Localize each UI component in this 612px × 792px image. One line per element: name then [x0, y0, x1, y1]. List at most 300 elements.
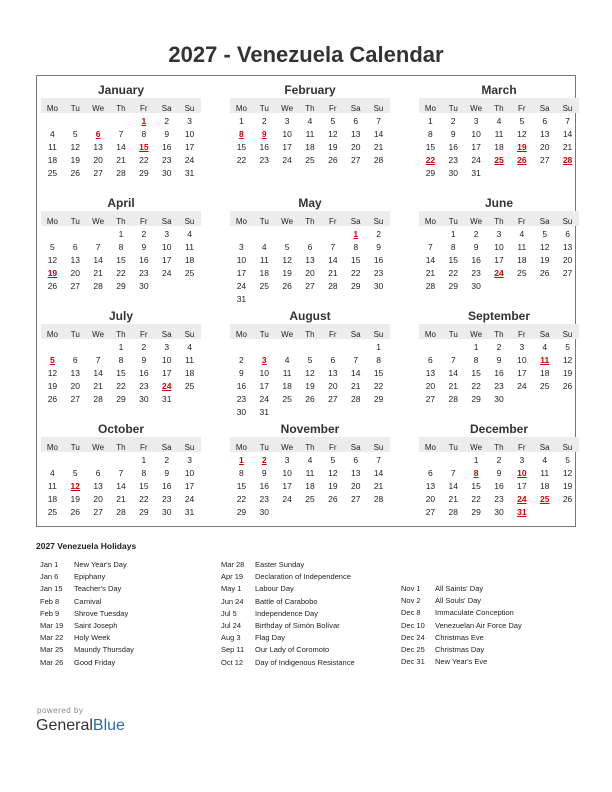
- holidays-title: 2027 Venezuela Holidays: [36, 541, 137, 551]
- holiday-item: [40, 620, 134, 632]
- weekday-label: Mo: [46, 104, 58, 113]
- holiday-name: Easter Sunday: [255, 560, 305, 569]
- month-name: May: [298, 196, 322, 210]
- month-april: [41, 195, 201, 291]
- brand-blue: Blue: [92, 717, 125, 734]
- weekday-label: Sa: [539, 443, 550, 452]
- holiday-item: [40, 571, 134, 583]
- calendar-day: 2: [141, 342, 147, 352]
- weekday-header: [41, 437, 201, 452]
- holiday-date: Feb 8: [40, 596, 60, 606]
- calendar-day: 27: [328, 394, 338, 404]
- holiday-day: 11: [540, 355, 550, 365]
- calendar-day: 18: [282, 381, 292, 391]
- weekday-header: [230, 211, 390, 226]
- holiday-date: Jan 6: [40, 572, 59, 582]
- calendar-day: 20: [425, 381, 436, 391]
- calendar-day: 25: [184, 381, 195, 391]
- month-may: [230, 195, 390, 304]
- calendar-day: 21: [562, 142, 573, 152]
- calendar-day: 14: [116, 142, 126, 152]
- calendar-day: 27: [70, 394, 80, 404]
- calendar-day: 4: [187, 229, 192, 239]
- calendar-day: 7: [353, 355, 359, 365]
- calendar-day: 3: [519, 455, 525, 465]
- calendar-day: 24: [517, 381, 527, 391]
- weekday-header: [419, 211, 579, 226]
- calendar-day: 9: [450, 129, 456, 139]
- calendar-day: 10: [184, 468, 195, 478]
- weekday-label: Fr: [518, 443, 526, 452]
- calendar-day: 14: [328, 255, 338, 265]
- holiday-day: 25: [539, 494, 550, 504]
- weekday-label: Fr: [329, 330, 337, 339]
- weekday-label: Th: [494, 443, 504, 452]
- calendar-day: 21: [373, 481, 384, 491]
- calendar-day: 8: [473, 355, 479, 365]
- calendar-day: 12: [282, 255, 292, 265]
- calendar-day: 2: [450, 116, 456, 126]
- calendar-day: 15: [139, 481, 149, 491]
- holiday-date: Mar 28: [221, 560, 245, 569]
- calendar-day: 28: [328, 281, 338, 291]
- holiday-name: Teacher's Day: [74, 584, 122, 594]
- weekday-label: Fr: [329, 443, 337, 452]
- month-name: July: [108, 309, 133, 323]
- holiday-day: 19: [517, 142, 527, 152]
- month-august: [230, 308, 390, 417]
- calendar-day: 7: [376, 116, 381, 126]
- holiday-name: Carnival: [74, 596, 102, 606]
- holiday-day: 1: [239, 455, 244, 465]
- calendar-day: 5: [307, 355, 313, 365]
- calendar-day: 18: [305, 142, 315, 152]
- calendar-day: 10: [471, 129, 481, 139]
- calendar-day: 3: [187, 455, 192, 465]
- calendar-day: 26: [328, 155, 338, 165]
- calendar-day: 28: [448, 507, 458, 517]
- weekday-label: Su: [184, 217, 195, 226]
- calendar-day: 31: [161, 394, 172, 404]
- calendar-day: 19: [328, 142, 338, 152]
- calendar-day: 18: [517, 255, 527, 265]
- weekday-label: Tu: [259, 443, 269, 452]
- calendar-day: 16: [494, 368, 504, 378]
- calendar-day: 26: [539, 268, 550, 278]
- holiday-name: Shrove Tuesday: [74, 608, 129, 618]
- weekday-label: Tu: [259, 104, 269, 113]
- month-name: June: [484, 196, 513, 210]
- holiday-column: [40, 559, 134, 669]
- calendar-day: 13: [425, 368, 436, 378]
- calendar-day: 21: [116, 494, 126, 504]
- month-name: November: [280, 422, 340, 436]
- month-december: [419, 421, 579, 517]
- weekday-label: Sa: [161, 443, 172, 452]
- calendar-day: 15: [373, 368, 384, 378]
- calendar-day: 12: [562, 468, 573, 478]
- weekday-label: Su: [373, 217, 384, 226]
- holiday-date: Dec 31: [401, 657, 425, 667]
- weekday-header: [230, 324, 390, 339]
- calendar-day: 23: [373, 268, 384, 278]
- weekday-label: Fr: [140, 443, 148, 452]
- calendar-day: 5: [542, 229, 548, 239]
- weekday-label: Su: [373, 443, 384, 452]
- weekday-label: Mo: [235, 104, 247, 113]
- calendar-day: 26: [282, 281, 292, 291]
- calendar-day: 11: [282, 368, 292, 378]
- calendar-day: 3: [164, 342, 170, 352]
- calendar-day: 23: [236, 394, 247, 404]
- calendar-day: 26: [562, 381, 573, 391]
- holiday-name: Venezuelan Air Force Day: [435, 620, 522, 630]
- holiday-date: Jan 1: [40, 560, 59, 569]
- holiday-date: Dec 25: [401, 644, 425, 654]
- holiday-date: Nov 2: [401, 596, 421, 606]
- calendar-day: 26: [70, 168, 80, 178]
- weekday-label: Fr: [518, 104, 526, 113]
- weekday-header: [419, 437, 579, 452]
- calendar-day: 12: [328, 468, 338, 478]
- calendar-day: 15: [471, 481, 481, 491]
- calendar-day: 12: [328, 129, 338, 139]
- calendar-day: 3: [284, 455, 290, 465]
- calendar-day: 6: [307, 242, 313, 252]
- calendar-day: 29: [116, 394, 126, 404]
- calendar-day: 25: [305, 494, 315, 504]
- weekday-label: Tu: [70, 443, 80, 452]
- weekday-label: Fr: [518, 217, 526, 226]
- calendar-day: 8: [141, 468, 147, 478]
- calendar-day: 22: [471, 494, 481, 504]
- holiday-name: Independence Day: [255, 608, 318, 618]
- calendar-day: 11: [185, 242, 194, 252]
- weekday-label: Sa: [161, 217, 172, 226]
- calendar-day: 31: [184, 168, 195, 178]
- calendar-day: 16: [448, 142, 458, 152]
- calendar-day: 28: [373, 155, 384, 165]
- calendar-day: 13: [350, 468, 361, 478]
- calendar-day: 22: [471, 381, 481, 391]
- calendar-day: 23: [471, 268, 481, 278]
- month-july: [41, 308, 201, 404]
- calendar-day: 18: [494, 142, 504, 152]
- calendar-day: 3: [473, 116, 479, 126]
- holiday-item: [40, 583, 134, 595]
- weekday-label: Su: [562, 217, 573, 226]
- calendar-day: 12: [562, 355, 573, 365]
- calendar-day: 30: [139, 281, 149, 291]
- calendar-day: 19: [305, 381, 315, 391]
- holiday-name: Holy Week: [74, 633, 111, 643]
- month-name: January: [97, 83, 145, 97]
- weekday-label: We: [470, 104, 483, 113]
- calendar-day: 7: [118, 468, 124, 478]
- holiday-day: 2: [261, 455, 267, 465]
- holiday-date: Aug 3: [221, 633, 241, 643]
- calendar-day: 7: [450, 355, 456, 365]
- calendar-day: 19: [539, 255, 550, 265]
- holiday-item: [221, 596, 355, 608]
- calendar-day: 18: [539, 368, 550, 378]
- calendar-day: 30: [236, 407, 247, 417]
- calendar-day: 3: [519, 342, 525, 352]
- calendar-day: 24: [471, 155, 481, 165]
- weekday-label: Mo: [46, 443, 58, 452]
- month-name: March: [481, 83, 517, 97]
- holiday-day: 22: [425, 155, 436, 165]
- calendar-day: 23: [494, 381, 504, 391]
- calendar-day: 17: [184, 481, 195, 491]
- calendar-day: 7: [95, 242, 101, 252]
- calendar-day: 26: [562, 494, 573, 504]
- weekday-label: Tu: [70, 217, 80, 226]
- calendar-day: 1: [376, 342, 381, 352]
- calendar-day: 2: [261, 116, 267, 126]
- holiday-item: [221, 620, 355, 632]
- weekday-label: Th: [116, 330, 126, 339]
- calendar-day: 19: [70, 494, 80, 504]
- holiday-name: Flag Day: [255, 633, 286, 643]
- calendar-day: 5: [330, 455, 336, 465]
- holiday-item: [221, 644, 355, 656]
- weekday-label: Tu: [259, 217, 269, 226]
- calendar-day: 23: [259, 494, 269, 504]
- calendar-day: 12: [517, 129, 527, 139]
- calendar-day: 4: [519, 229, 525, 239]
- powered-by-text: powered by: [37, 706, 84, 715]
- calendar-day: 18: [259, 268, 269, 278]
- calendar-day: 20: [425, 494, 436, 504]
- calendar-day: 13: [93, 142, 103, 152]
- month-october: [41, 421, 201, 517]
- weekday-label: We: [470, 217, 483, 226]
- calendar-day: 13: [328, 368, 338, 378]
- holiday-item: [40, 657, 134, 669]
- calendar-day: 8: [353, 242, 359, 252]
- calendar-day: 24: [161, 268, 172, 278]
- calendar-day: 23: [448, 155, 458, 165]
- month-january: [41, 82, 201, 178]
- month-name: December: [469, 422, 529, 436]
- holiday-date: Dec 24: [401, 632, 425, 642]
- weekday-label: Fr: [518, 330, 526, 339]
- holiday-item: [40, 559, 134, 571]
- calendar-day: 10: [161, 242, 172, 252]
- calendar-day: 18: [47, 155, 58, 165]
- calendar-day: 29: [236, 507, 247, 517]
- weekday-header: [419, 98, 579, 113]
- holiday-item: [401, 583, 522, 595]
- calendar-day: 27: [93, 168, 103, 178]
- calendar-day: 20: [70, 268, 80, 278]
- calendar-day: 17: [184, 142, 195, 152]
- calendar-day: 7: [376, 455, 381, 465]
- calendar-day: 27: [425, 394, 436, 404]
- calendar-day: 30: [139, 394, 149, 404]
- month-november: [230, 421, 390, 517]
- calendar-day: 4: [50, 468, 55, 478]
- holiday-item: [40, 632, 134, 644]
- holiday-date: Nov 1: [401, 584, 421, 593]
- holiday-item: [401, 607, 522, 619]
- calendar-day: 9: [261, 468, 267, 478]
- calendar-day: 9: [141, 242, 147, 252]
- weekday-header: [230, 98, 390, 113]
- weekday-label: Tu: [259, 330, 269, 339]
- calendar-day: 16: [259, 142, 269, 152]
- calendar-day: 30: [448, 168, 458, 178]
- calendar-day: 9: [164, 129, 170, 139]
- brand-general: General: [36, 717, 93, 734]
- weekday-label: Sa: [539, 217, 550, 226]
- calendar-day: 27: [350, 494, 361, 504]
- weekday-label: Th: [305, 217, 315, 226]
- calendar-day: 24: [236, 281, 247, 291]
- calendar-day: 29: [425, 168, 436, 178]
- calendar-day: 11: [540, 468, 550, 478]
- weekday-header: [41, 98, 201, 113]
- holiday-name: Good Friday: [74, 657, 116, 667]
- calendar-day: 11: [305, 129, 315, 139]
- calendar-day: 20: [93, 494, 103, 504]
- calendar-day: 21: [448, 381, 458, 391]
- calendar-day: 4: [261, 242, 267, 252]
- calendar-day: 6: [353, 116, 359, 126]
- holiday-column: [221, 559, 355, 669]
- holiday-day: 8: [239, 129, 244, 139]
- calendar-day: 14: [116, 481, 126, 491]
- weekday-label: Su: [184, 104, 195, 113]
- holiday-day: 24: [161, 381, 172, 391]
- calendar-day: 14: [93, 255, 103, 265]
- holiday-name: All Souls' Day: [435, 596, 482, 606]
- calendar-day: 21: [425, 268, 436, 278]
- calendar-day: 26: [70, 507, 80, 517]
- calendar-day: 27: [539, 155, 550, 165]
- calendar-day: 16: [161, 142, 172, 152]
- weekday-label: Mo: [235, 443, 247, 452]
- calendar-day: 7: [565, 116, 570, 126]
- calendar-day: 28: [116, 168, 126, 178]
- page-title: 2027 - Venezuela Calendar: [168, 42, 444, 67]
- weekday-label: Mo: [235, 217, 247, 226]
- weekday-label: Tu: [448, 104, 458, 113]
- weekday-label: Su: [562, 330, 573, 339]
- holiday-item: [40, 608, 134, 620]
- calendar-day: 11: [305, 468, 315, 478]
- calendar-day: 19: [282, 268, 292, 278]
- calendar-day: 19: [47, 381, 58, 391]
- calendar-day: 14: [425, 255, 436, 265]
- calendar-day: 28: [350, 394, 361, 404]
- calendar-day: 15: [236, 142, 247, 152]
- calendar-day: 4: [284, 355, 290, 365]
- calendar-day: 24: [259, 394, 269, 404]
- weekday-label: Fr: [140, 217, 148, 226]
- weekday-label: Tu: [448, 217, 458, 226]
- weekday-label: Sa: [350, 443, 361, 452]
- month-february: [230, 82, 390, 165]
- calendar-day: 4: [542, 342, 548, 352]
- holiday-day: 24: [494, 268, 504, 278]
- calendar-day: 18: [184, 368, 195, 378]
- calendar-day: 2: [164, 455, 170, 465]
- weekday-header: [41, 324, 201, 339]
- calendar-day: 9: [141, 355, 147, 365]
- calendar-day: 10: [259, 368, 269, 378]
- calendar-day: 14: [448, 368, 458, 378]
- calendar-day: 14: [350, 368, 361, 378]
- calendar-day: 15: [448, 255, 458, 265]
- calendar-day: 17: [236, 268, 247, 278]
- calendar-day: 13: [70, 255, 80, 265]
- calendar-day: 18: [47, 494, 58, 504]
- calendar-day: 29: [350, 281, 361, 291]
- calendar-day: 10: [517, 355, 527, 365]
- calendar-day: 1: [141, 455, 147, 465]
- holiday-day: 12: [70, 481, 80, 491]
- month-name: February: [284, 83, 336, 97]
- weekday-label: Su: [562, 443, 573, 452]
- calendar-day: 17: [161, 368, 172, 378]
- weekday-label: Su: [184, 330, 195, 339]
- weekday-label: Mo: [235, 330, 247, 339]
- calendar-day: 25: [47, 168, 58, 178]
- calendar-day: 20: [70, 381, 80, 391]
- weekday-label: Mo: [424, 104, 436, 113]
- calendar-day: 24: [184, 494, 195, 504]
- calendar-day: 25: [305, 155, 315, 165]
- calendar-day: 22: [236, 155, 247, 165]
- calendar-day: 16: [139, 368, 149, 378]
- calendar-day: 21: [328, 268, 338, 278]
- holiday-day: 15: [139, 142, 149, 152]
- calendar-day: 10: [494, 242, 504, 252]
- holiday-item: [40, 644, 134, 656]
- brand-logo[interactable]: [36, 717, 125, 735]
- holiday-name: Birthday of Simón Bolívar: [255, 620, 340, 630]
- calendar-day: 5: [565, 342, 570, 352]
- calendar-day: 3: [164, 229, 170, 239]
- weekday-label: Th: [305, 104, 315, 113]
- calendar-day: 30: [161, 168, 172, 178]
- weekday-label: Sa: [161, 330, 172, 339]
- calendar-day: 18: [305, 481, 315, 491]
- calendar-day: 4: [187, 342, 192, 352]
- calendar-day: 22: [350, 268, 361, 278]
- calendar-day: 26: [328, 494, 338, 504]
- weekday-label: Sa: [350, 217, 361, 226]
- calendar-day: 26: [47, 394, 58, 404]
- calendar-day: 30: [471, 281, 481, 291]
- calendar-day: 2: [164, 116, 170, 126]
- weekday-label: Fr: [140, 330, 148, 339]
- holiday-name: Battle of Carabobo: [255, 596, 318, 606]
- holiday-date: Dec 8: [401, 608, 421, 618]
- weekday-label: Su: [184, 443, 195, 452]
- calendar-day: 9: [376, 242, 381, 252]
- calendar-day: 8: [118, 242, 124, 252]
- calendar-day: 6: [428, 355, 433, 365]
- calendar-day: 9: [496, 355, 502, 365]
- calendar-day: 8: [450, 242, 456, 252]
- calendar-day: 15: [425, 142, 436, 152]
- calendar-day: 5: [330, 116, 336, 126]
- calendar-day: 30: [373, 281, 384, 291]
- calendar-day: 27: [350, 155, 361, 165]
